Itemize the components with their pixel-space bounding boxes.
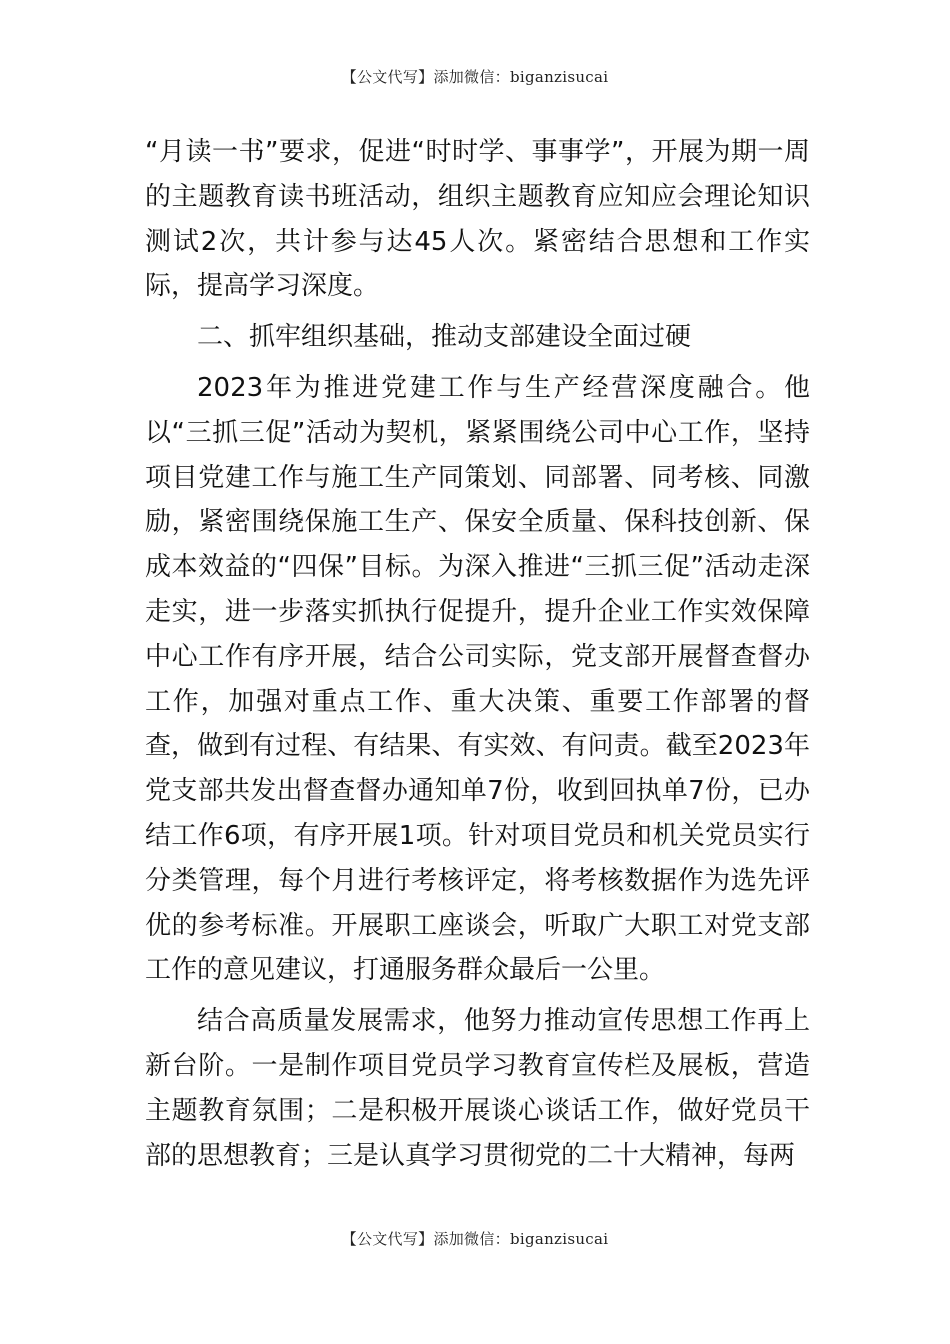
paragraph-continued: “月读一书”要求，促进“时时学、事事学”，开展为期一周的主题教育读书班活动，组织主题教育应知应会理论知识测试2次，共计参与达45人次。紧密结合思想和工作实际，提高学习深度。 [145,137,810,302]
paragraph-body: 结合高质量发展需求，他努力推动宣传思想工作再上新台阶。一是制作项目党员学习教育宣传栏及展板，营造主题教育氛围；二是积极开展谈心谈话工作，做好党员干部的思想教育；三是认真学习贯彻党的二十大精神，每两 [145,1006,810,1171]
document-body [145,130,810,1178]
page-footer-watermark: 【公文代写】添加微信：biganzisucai [341,1230,609,1248]
paragraph-body: 2023年为推进党建工作与生产经营深度融合。他以“三抓三促”活动为契机，紧紧围绕公司中心工作，坚持项目党建工作与施工生产同策划、同部署、同考核、同激励，紧密围绕保施工生产、保安全质量、保科技创新、保成本效益的“四保”目标。为深入推进“三抓三促”活动走深走实，进一步落实抓执行促提升，提升企业工作实效保障中心工作有序开展，结合公司实际，党支部开展督查督办工作，加强对重点工作、重大决策、重要工作部署的督查，做到有过程、有结果、有实效、有问责。截至2023年党支部共发出督查督办通知单7份，收到回执单7份，已办结工作6项，有序开展1项。针对项目党员和机关党员实行分类管理，每个月进行考核评定，将考核数据作为选先评优的参考标准。开展职工座谈会，听取广大职工对党支部工作的意见建议，打通服务群众最后一公里。 [145,372,810,986]
page-header-watermark: 【公文代写】添加微信：biganzisucai [341,68,609,86]
section-heading: 二、抓牢组织基础，推动支部建设全面过硬 [197,322,692,353]
